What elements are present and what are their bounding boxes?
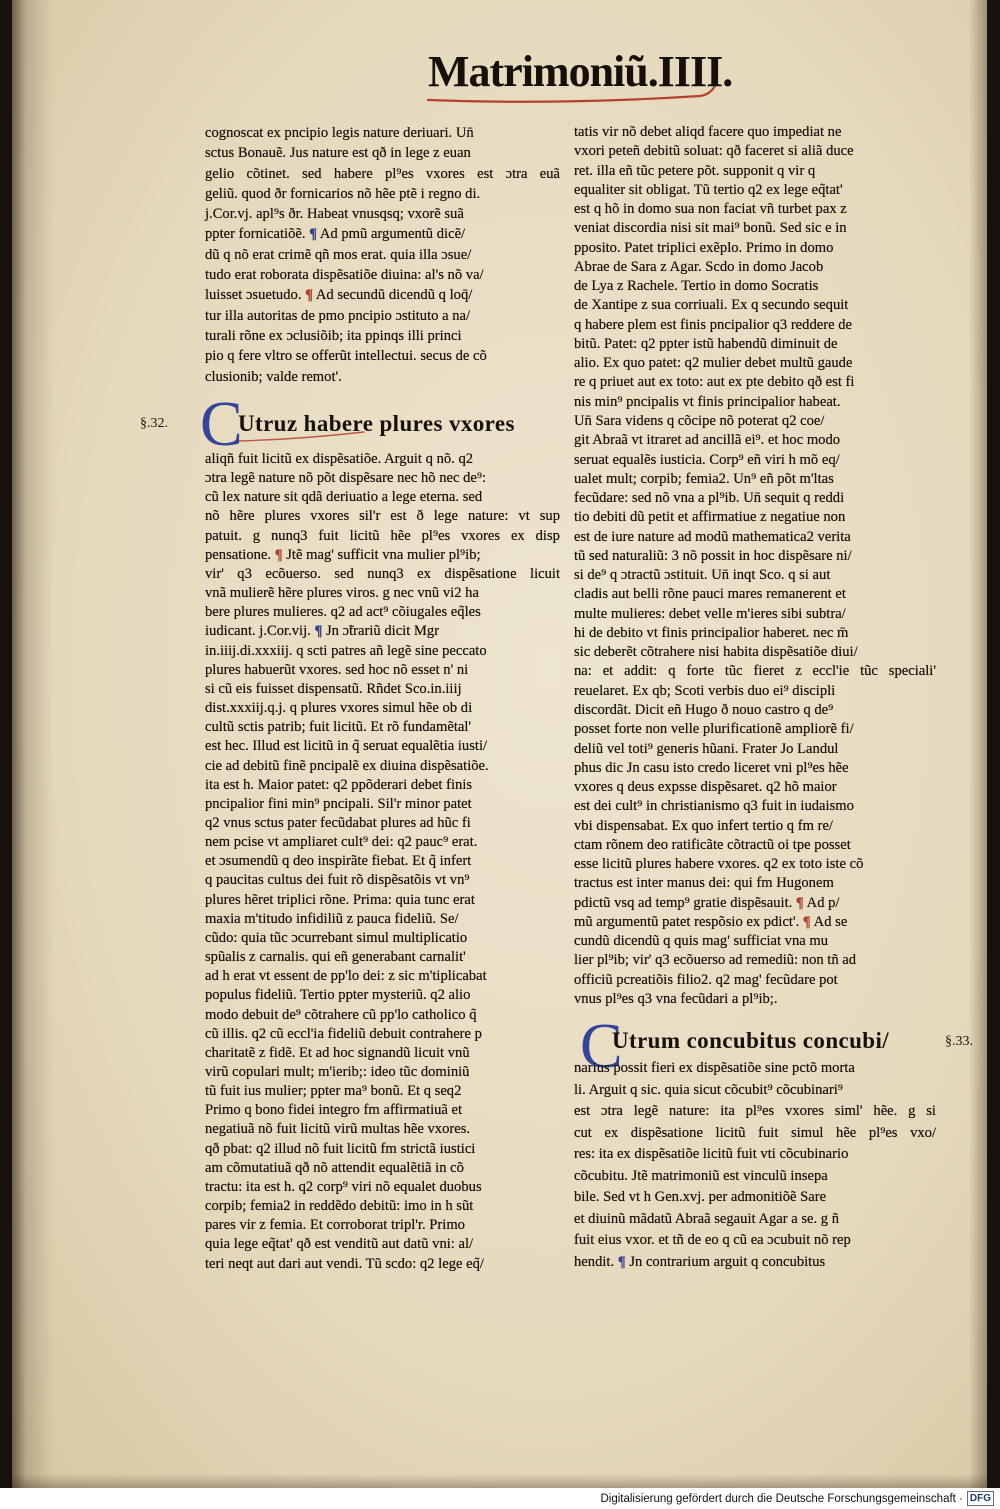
text-line: seruat equalẽs iusticia. Corp⁹ eñ viri h mõ eq/ — [574, 451, 840, 468]
paragraph-mark: ¶ — [617, 1253, 626, 1270]
text-line: negatiuã nõ fuit licitũ virũ multas hẽe vxores. — [205, 1121, 471, 1138]
text-line: cut ex dispẽsatione licitũ fuit simul hẽe pl⁹es vxo/ — [574, 1124, 937, 1141]
text-line: lier pl⁹ib; vir' q3 ecõuerso ad remediũ: non tñ ad — [574, 952, 857, 969]
text-line: ret. illa eñ tũc petere põt. supponit q vir q — [574, 162, 816, 179]
text-line: cũ lex nature sit qdã deriuatio a lege eterna. sed — [205, 489, 483, 506]
text-line: nem pcise vt ampliaret cult⁹ dei: q2 pauc⁹ erat. — [205, 834, 478, 851]
rubricated-initial: C — [580, 1010, 623, 1081]
margin-section-number: §.33. — [945, 1034, 973, 1049]
right-column-paragraph — [574, 1058, 936, 1273]
text-line: bitũ. Patet: q2 ppter istũ habendũ diminuit de — [574, 335, 838, 352]
text-line: geliũ. quod ðr fornicarios nõ hẽe ptẽ i regno di. — [205, 185, 481, 202]
text-line: pio q fere vltro se offerũt intellectui. secus de cõ — [205, 348, 487, 365]
text-line: hendit. ¶ Jn contrarium arguit q concubitus — [574, 1253, 826, 1270]
text-line: j.Cor.vj. apl⁹s ðr. Habeat vnusqsq; vxorẽ suã — [205, 206, 464, 223]
right-column-paragraph — [574, 123, 936, 1009]
text-line: cie ad debitũ finẽ pncipalẽ ex diuina dispẽsatiõe. — [205, 757, 489, 774]
text-line: est dei cult⁹ in christianismo q3 fuit in iudaismo — [574, 798, 854, 815]
text-line: posset forte non velle plurificationẽ ampliorẽ fi/ — [574, 721, 854, 738]
text-line: git Abraã vt itraret ad ancillã ei⁹. et hoc modo — [574, 432, 841, 449]
text-line: in.iiij.di.xxxiij. q scti patres añ legẽ sine peccato — [205, 642, 487, 659]
text-line: cognoscat ex pncipio legis nature deriuari. Un̄ — [205, 125, 474, 141]
text-line: sctus Bonauẽ. Jus nature est qð in lege z euan — [205, 145, 471, 162]
text-line: equaliter sit obligat. Tũ tertio q2 ex lege eq̃tat' — [574, 181, 843, 198]
text-line: Primo q bono fidei integro fm affirmatiuã et — [205, 1102, 463, 1119]
text-line: modo debuit de⁹ cõtrahere cũ pp'lo catholico q̃ — [205, 1006, 477, 1023]
dfg-logo[interactable]: DFG — [967, 1491, 994, 1506]
text-line: vbi dispensabat. Ex quo infert tertio q fm re/ — [574, 817, 833, 834]
text-line: deliũ vel toti⁹ generis hũani. Frater Jo Landul — [574, 740, 839, 757]
text-line: reuelaret. Ex qb; Scoti verbis duo ei⁹ discipli — [574, 682, 836, 699]
text-line: iudicant. j.Cor.vij. ¶ Jn ɔ̃trariũ dicit Mgr — [205, 623, 440, 640]
text-line: tractu: ita est h. q2 corp⁹ viri nõ equalet duobus — [205, 1178, 482, 1195]
text-line: ppter fornicatiõẽ. ¶ Ad pmũ argumentũ dicẽ/ — [205, 226, 466, 243]
text-line: ad h erat vt essent de pp'lo dei: z sic m'tiplicabat — [205, 968, 487, 985]
text-line: tur illa autoritas de pmo pncipio ɔstituto a na/ — [205, 307, 471, 324]
text-line: officiũ pcreatiõis filio2. q2 mag' fecũdare pot — [574, 971, 838, 988]
text-line: re q priuet aut ex toto: aut ex pte debito qð est fi — [574, 374, 855, 391]
paragraph-mark: ¶ — [309, 226, 318, 243]
text-line: vir' q3 ecõuerso. sed nunq3 ex dispẽsatione licuit — [205, 565, 561, 582]
text-line: nis min⁹ pncipalis vt finis principalior habeat. — [574, 393, 841, 410]
text-line: multe mulieres: debet velle m'ieres sibi subtra/ — [574, 605, 846, 622]
text-line: pares vir z femia. Et corroborat tripl'r. Primo — [205, 1217, 465, 1234]
text-line: quia lege eq̃tat' qð est venditũ aut datũ vni: al/ — [205, 1236, 474, 1253]
text-line: hi de debito vt finis principalior haberet. nec m̄ — [574, 624, 849, 641]
text-line: bile. Sed vt h Gen.xvj. per admonitiõẽ Sare — [574, 1189, 827, 1205]
text-line: et ɔsumendũ q deo inspirãte fiebat. Et q̃ infert — [205, 853, 472, 870]
text-line: est ɔtra legẽ nature: ita pl⁹es vxores siml' hẽe. g si — [574, 1103, 936, 1119]
text-line: aliqñ fuit licitũ ex dispẽsatiõe. Arguit q nõ. q2 — [205, 451, 474, 467]
text-line: gelio cõtinet. sed habere pl⁹es vxores est ɔtra euã — [205, 165, 561, 182]
text-line: cũdo: quia tũc ɔcurrebant simul multiplicatio — [205, 929, 468, 946]
text-line: fuit eius vxor. et tñ de eo q cũ ea ɔcubuit nõ rep — [574, 1232, 851, 1248]
text-line: pdictũ vsq ad temp⁹ gratie dispẽsauit. ¶ Ad p/ — [574, 894, 840, 911]
text-line: esse licitũ plures habere vxores. q2 ex toto iste cõ — [574, 856, 864, 873]
text-line: populus fideliũ. Tertio ppter mysteriũ. q2 alio — [205, 987, 471, 1004]
text-line: de Lya z Rachele. Tertio in domo Socratis — [574, 278, 819, 295]
text-line: vxores q deus expsse dispẽsaret. q2 hõ maior — [574, 779, 837, 796]
text-line: tũ fuit ius mulier; ppter ma⁹ bonũ. Et q seq2 — [205, 1083, 462, 1100]
text-line: nõ hẽre plures vxores sil'r est ð lege nature: vt sup — [205, 508, 560, 525]
rubricated-initial: C — [200, 388, 243, 459]
text-line: qð pbat: q2 illud nõ fuit licitũ fm strictã iustici — [205, 1140, 476, 1157]
text-line: am cõmutatiuã qð nõ attendit equalẽtiã in cõ — [205, 1159, 464, 1176]
text-line: ita est h. Maior patet: q2 ppõderari debet finis — [205, 776, 473, 793]
left-column-paragraph — [205, 123, 560, 387]
paragraph-mark: ¶ — [795, 894, 804, 911]
text-line: maxia m'titudo infidiliũ z pauca fideliũ. Se/ — [205, 910, 459, 927]
text-line: sic deberẽt cõtrahere nisi habita dispẽsatiõe diui/ — [574, 644, 858, 661]
text-line: corpib; femia2 in reddẽdo debitũ: imo in h sũt — [205, 1198, 474, 1215]
text-line: pposito. Patet triplici exẽplo. Primo in domo — [574, 239, 834, 256]
text-line: res: ita ex dispẽsatiõe licitũ fuit vti cõcubinario — [574, 1146, 849, 1162]
text-line: clusionib; valde remot'. — [205, 368, 342, 385]
text-line: q2 vnus sctus pater fecũdabat plures ad hũc fi — [205, 814, 471, 831]
text-line: dist.xxxiij.q.j. q plures vxores simul hẽe ob di — [205, 700, 473, 717]
margin-section-number: §.32. — [140, 416, 168, 431]
text-line: si cũ eis fuisset dispensatũ. Rñdet Sco.in.iiij — [205, 680, 462, 697]
text-line: est q hõ in domo sua non faciat vñ turbet pax z — [574, 201, 847, 218]
text-line: ctam rõnem deo ratificãte cõtractũ oi tpe posset — [574, 836, 851, 853]
text-line: tractus est inter manus dei: qui fm Hugonem — [574, 875, 834, 892]
text-line: ualet mult; corpib; femia2. Un⁹ eñ põt m'ltas — [574, 470, 834, 487]
paragraph-mark: ¶ — [802, 913, 811, 930]
text-line: si de⁹ q ɔtractũ ɔstituit. Un̄ inqt Sco. q si aut — [574, 567, 831, 584]
text-line: turali rõne ex ɔclusiõib; ita ppinqs illi princi — [205, 327, 462, 344]
text-line: teri neqt aut dari aut vendi. Tũ scdo: q2 lege eq̃/ — [205, 1255, 484, 1272]
text-line: na: et addit: q forte tũc fieret z eccl'ie tũc speciali' — [574, 663, 936, 680]
text-line: alio. Ex quo patet: q2 mulier debet multũ gaude — [574, 355, 853, 372]
text-line: cultũ sctis patrib; fuit licitũ. Et rõ fundamẽtal' — [205, 719, 472, 736]
text-line: phus dic Jn casu isto credo liceret vni pl⁹es hẽe — [574, 759, 849, 776]
text-line: est de iure nature ad modũ mathematica2 verita — [574, 528, 851, 545]
text-line: luisset ɔsuetudo. ¶ Ad secundũ dicendũ q loq̄/ — [205, 287, 473, 304]
text-line: pncipalior fini min⁹ pncipali. Sil'r minor patet — [205, 795, 472, 812]
paragraph-mark: ¶ — [314, 623, 323, 640]
text-line: discordãt. Dicit eñ Hugo ð nouo castro q de⁹ — [574, 701, 834, 718]
text-line: dũ q nõ erat crimẽ qñ mos erat. quia illa ɔsue/ — [205, 246, 472, 263]
text-line: fecũdare: sed nõ vna a pl⁹ib. Un̄ sequit q reddi — [574, 490, 845, 507]
text-line: vnã mulierẽ hẽre plures viros. g nec vnũ vi2 ha — [205, 585, 479, 602]
text-line: spũalis z carnalis. qui eñ generabant carnalit' — [205, 949, 466, 966]
text-line: patuit. g nunq3 fuit licitũ hẽe pl⁹es vxores ex disp — [205, 527, 560, 544]
text-line: tudo erat roborata dispẽsatiõe diuina: al's nõ va/ — [205, 267, 484, 284]
text-line: est hec. Illud est licitũ in q̃ seruat equalẽtia iusti/ — [205, 738, 488, 755]
text-line: cundũ dicendũ q quis mag' sufficiat vna mu — [574, 933, 829, 950]
text-line: vxori peteñ debitũ soluat: qð faceret si aliã duce — [574, 143, 854, 160]
text-line: plures hẽret triplici rõne. Prima: quia tunc erat — [205, 891, 475, 908]
text-line: et diuinũ mãdatũ Abraã segauit Agar a se. g ñ — [574, 1210, 840, 1227]
text-line: charitatẽ z fidẽ. Et ad hoc signandũ licuit vnũ — [205, 1044, 470, 1061]
text-line: ɔtra legẽ nature nõ põt dispẽsare nec hõ nec de⁹: — [205, 470, 487, 487]
book-page — [12, 0, 987, 1488]
text-line: cõcubitu. Jtẽ matrimoniũ est vinculũ insepa — [574, 1167, 828, 1184]
text-line: plures habuerũt vxores. sed hoc nõ esset n' ni — [205, 661, 469, 678]
text-line: li. Arguit q sic. quia sicut cõcubit⁹ cõcubinari⁹ — [574, 1081, 843, 1098]
page-title: Matrimoniũ.IIII. — [428, 47, 733, 96]
question-heading: Utrum concubitus concubi/ — [612, 1028, 890, 1053]
text-line: veniat discordia nisi sit mai⁹ bonũ. Sed sic e in — [574, 220, 847, 237]
funding-credit: Digitalisierung gefördert durch die Deutsche Forschungsgemeinschaft · — [600, 1492, 963, 1505]
left-column-paragraph — [205, 450, 560, 1274]
text-line: q habere plem est finis pncipalior q3 reddere de — [574, 316, 852, 333]
text-line: cladis aut belli rõne pauci mares remanerent et — [574, 586, 846, 603]
text-line: tatis vir nõ debet aliqd facere quo impediat ne — [574, 124, 842, 140]
text-line: virũ copulari mult; m'ierib;: ideo tũc dominiũ — [205, 1064, 470, 1080]
text-line: Abrae de Sara z Agar. Scdo in domo Jacob — [574, 258, 824, 275]
text-line: de Xantipe z sua corriuali. Ex q secundo sequit — [574, 297, 849, 314]
text-line: narius possit fieri ex dispẽsatiõe sine pctõ morta — [574, 1060, 855, 1076]
text-line: cũ illis. q2 cũ eccl'ia fideliũ debuit contrahere p — [205, 1025, 482, 1042]
text-line: Un̄ Sara videns q cõcipe nõ poterat q2 coe/ — [574, 412, 825, 429]
text-line: q paucitas cultus dei fuit rõ dispẽsatõis vt vn⁹ — [205, 872, 470, 889]
text-line: mũ argumentũ patet respõsio ex pdict'. ¶ Ad se — [574, 913, 848, 930]
digitization-credit-bar — [0, 1488, 1000, 1509]
question-heading: Utruz habere plures vxores — [238, 411, 515, 436]
text-line: vnus pl⁹es q3 vna fecũdari a pl⁹ib;. — [574, 990, 778, 1007]
text-line: pensatione. ¶ Jtẽ mag' sufficit vna mulier pl⁹ib; — [205, 546, 481, 563]
paragraph-mark: ¶ — [274, 546, 283, 563]
text-line: tio debiti dũ petit et affirmatiue z negatiue non — [574, 509, 846, 526]
paragraph-mark: ¶ — [305, 287, 314, 304]
text-line: bere plures mulieres. q2 ad act⁹ cõiugales eq̃les — [205, 604, 481, 621]
text-line: tũ sed naturaliũ: 3 nõ possit in hoc dispẽsare ni/ — [574, 547, 852, 564]
